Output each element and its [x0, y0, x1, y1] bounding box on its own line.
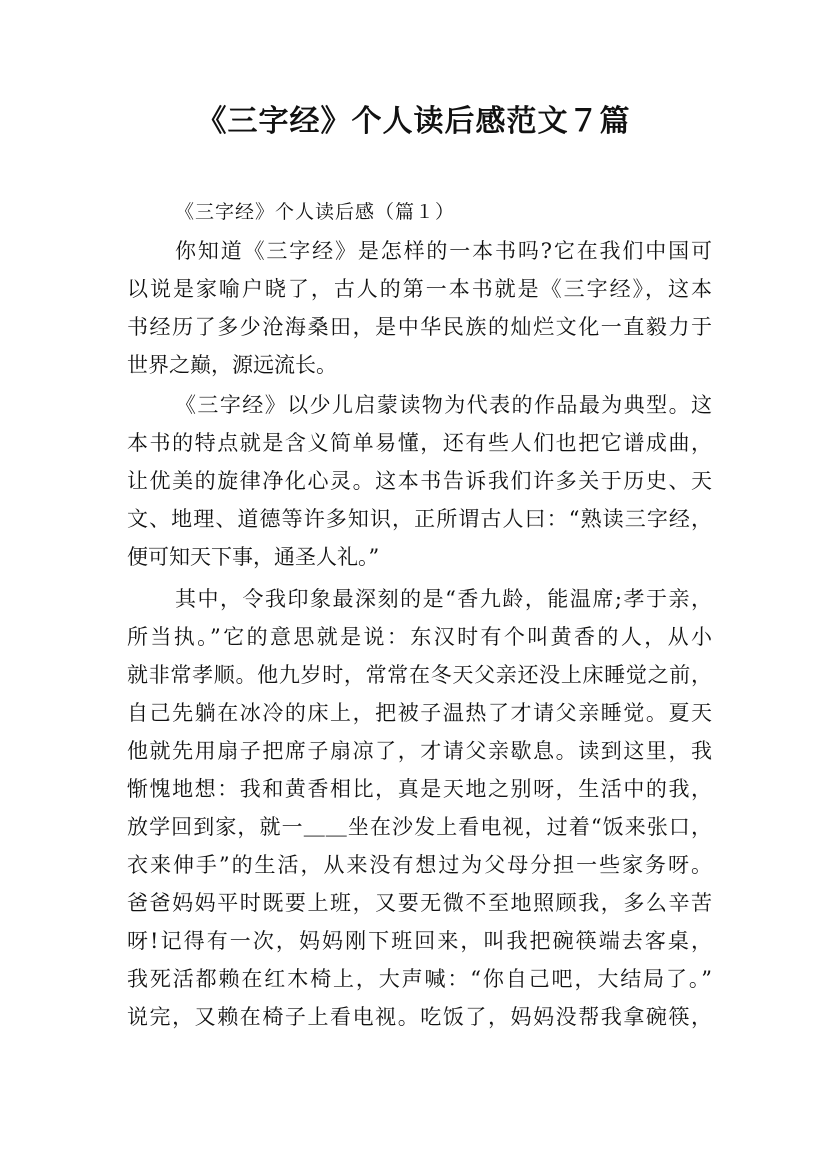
- paragraph-line: 衣来伸手”的生活，从来没有想过为父母分担一些家务呀。: [127, 853, 712, 877]
- paragraph-line: 便可知天下事，通圣人礼。”: [127, 545, 380, 569]
- paragraph-line: 就非常孝顺。他九岁时，常常在冬天父亲还没上床睡觉之前，: [127, 663, 712, 687]
- paragraph-line: 爸爸妈妈平时既要上班，又要无微不至地照顾我，多么辛苦: [127, 891, 712, 915]
- paragraph-line: 《三字经》以少儿启蒙读物为代表的作品最为典型。这: [175, 393, 712, 417]
- section-heading: 《三字经》个人读后感（篇１）: [175, 201, 456, 223]
- paragraph-line: 说完，又赖在椅子上看电视。吃饭了，妈妈没帮我拿碗筷，: [127, 1005, 712, 1029]
- paragraph-line: 本书的特点就是含义简单易懂，还有些人们也把它谱成曲，: [127, 431, 712, 455]
- paragraph-line: 所当执。”它的意思就是说：东汉时有个叫黄香的人，从小: [127, 625, 712, 649]
- paragraph-line: 其中，令我印象最深刻的是“香九龄，能温席;孝于亲，: [175, 587, 712, 611]
- paragraph-line: 他就先用扇子把席子扇凉了，才请父亲歇息。读到这里，我: [127, 739, 712, 763]
- paragraph-line: 惭愧地想：我和黄香相比，真是天地之别呀，生活中的我，: [127, 777, 712, 801]
- paragraph-line: 以说是家喻户晓了，古人的第一本书就是《三字经》，这本: [127, 277, 712, 301]
- document-title: 《三字经》个人读后感范文７篇: [196, 104, 631, 139]
- paragraph-line: 我死活都赖在红木椅上，大声喊：“你自己吧，大结局了。”: [127, 967, 712, 991]
- paragraph-line: 文、地理、道德等许多知识，正所谓古人曰：“熟读三字经，: [127, 507, 712, 531]
- paragraph-line: 放学回到家，就一＿＿坐在沙发上看电视，过着“饭来张口，: [127, 815, 712, 839]
- paragraph-line: 书经历了多少沧海桑田，是中华民族的灿烂文化一直毅力于: [127, 315, 712, 339]
- paragraph-line: 世界之巅，源远流长。: [127, 353, 337, 377]
- paragraph-line: 自己先躺在冰冷的床上，把被子温热了才请父亲睡觉。夏天: [127, 701, 712, 725]
- paragraph-line: 你知道《三字经》是怎样的一本书吗?它在我们中国可: [175, 239, 712, 263]
- paragraph-line: 让优美的旋律净化心灵。这本书告诉我们许多关于历史、天: [127, 469, 712, 493]
- paragraph-line: 呀!记得有一次，妈妈刚下班回来，叫我把碗筷端去客桌，: [127, 929, 712, 953]
